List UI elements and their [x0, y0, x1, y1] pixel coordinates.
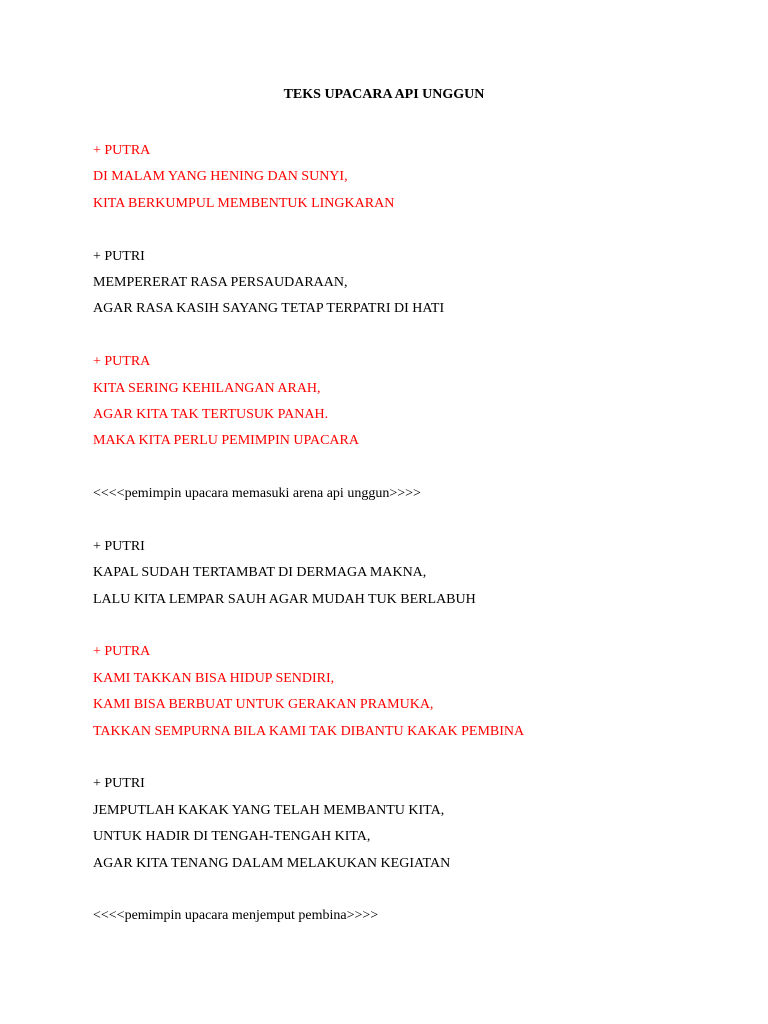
document-body: [93, 138, 713, 956]
verse-line: TAKKAN SEMPURNA BILA KAMI TAK DIBANTU KAKAK PEMBINA: [93, 723, 525, 739]
putri-verse-1: [93, 244, 713, 323]
verse-line: AGAR KITA TENANG DALAM MELAKUKAN KEGIATAN: [93, 855, 451, 871]
putra-verse-3: [93, 639, 713, 745]
verse-line: UNTUK HADIR DI TENGAH-TENGAH KITA,: [93, 829, 371, 845]
putra-verse-1: [93, 138, 713, 217]
putri-verse-3: [93, 771, 713, 877]
document-title: TEKS UPACARA API UNGGUN: [283, 87, 485, 102]
stage-direction-block-2: [93, 903, 713, 929]
putri-verse-2: [93, 534, 713, 613]
verse-line: DI MALAM YANG HENING DAN SUNYI,: [93, 169, 348, 185]
speaker-label-putra: + PUTRA: [93, 644, 151, 660]
verse-line: JEMPUTLAH KAKAK YANG TELAH MEMBANTU KITA,: [93, 802, 445, 818]
putra-verse-2: [93, 349, 713, 455]
stage-direction: <<<<pemimpin upacara memasuki arena api unggun>>>>: [93, 486, 421, 502]
verse-line: KAMI TAKKAN BISA HIDUP SENDIRI,: [93, 670, 335, 686]
stage-direction-block-1: [93, 481, 713, 507]
verse-line: KITA BERKUMPUL MEMBENTUK LINGKARAN: [93, 195, 395, 211]
verse-line: LALU KITA LEMPAR SAUH AGAR MUDAH TUK BERLABUH: [93, 591, 476, 607]
verse-line: KITA SERING KEHILANGAN ARAH,: [93, 380, 321, 396]
speaker-label-putri: + PUTRI: [93, 776, 145, 792]
verse-line: AGAR RASA KASIH SAYANG TETAP TERPATRI DI HATI: [93, 301, 445, 317]
verse-line: KAMI BISA BERBUAT UNTUK GERAKAN PRAMUKA,: [93, 697, 434, 713]
stage-direction: <<<<pemimpin upacara menjemput pembina>>>>: [93, 908, 379, 924]
speaker-label-putri: + PUTRI: [93, 538, 145, 554]
speaker-label-putra: + PUTRA: [93, 354, 151, 370]
speaker-label-putra: + PUTRA: [93, 143, 151, 158]
speaker-label-putri: + PUTRI: [93, 248, 145, 264]
verse-line: MEMPERERAT RASA PERSAUDARAAN,: [93, 274, 348, 290]
verse-line: MAKA KITA PERLU PEMIMPIN UPACARA: [93, 433, 359, 449]
verse-line: AGAR KITA TAK TERTUSUK PANAH.: [93, 406, 329, 422]
verse-line: KAPAL SUDAH TERTAMBAT DI DERMAGA MAKNA,: [93, 565, 427, 581]
